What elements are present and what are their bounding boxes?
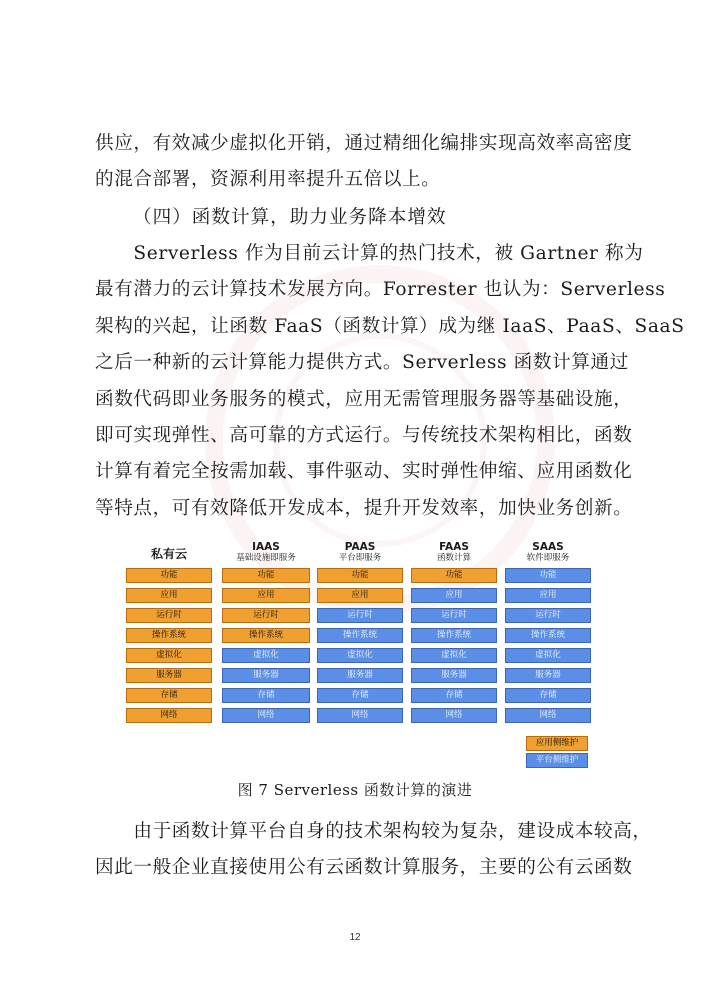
- faas-network-box: 网络: [411, 708, 497, 723]
- text-line: 之后一种新的云计算能力提供方式。Serverless 函数计算通过: [95, 352, 629, 374]
- faas-application-box: 应用: [411, 588, 497, 603]
- column-header-faas: [411, 542, 497, 563]
- column-header-saas: [505, 542, 591, 563]
- saas-application-box: 应用: [505, 588, 591, 603]
- iaas-os-box: 操作系统: [222, 628, 310, 643]
- faas-virtualization-box: 虚拟化: [411, 648, 497, 663]
- private-cloud-runtime-box: 运行时: [126, 608, 212, 623]
- faas-os-box: 操作系统: [411, 628, 497, 643]
- iaas-function-box: 功能: [222, 568, 310, 583]
- private-cloud-storage-box: 存储: [126, 688, 212, 703]
- text-line: 计算有着完全按需加载、事件驱动、实时弹性伸缩、应用函数化: [95, 461, 633, 483]
- paas-network-box: 网络: [317, 708, 403, 723]
- text-line: 由于函数计算平台自身的技术架构较为复杂，建设成本较高，: [95, 821, 652, 842]
- column-title: IAAS: [252, 541, 280, 553]
- paragraph-2: [95, 236, 685, 527]
- text-line: 的混合部署，资源利用率提升五倍以上。: [95, 169, 441, 191]
- text-line: 供应，有效减少虚拟化开销，通过精细化编排实现高效率高密度: [95, 133, 633, 154]
- iaas-virtualization-box: 虚拟化: [222, 648, 310, 663]
- column-title: FAAS: [439, 541, 469, 553]
- private-cloud-network-box: 网络: [126, 708, 212, 723]
- private-cloud-virtualization-box: 虚拟化: [126, 648, 212, 663]
- saas-runtime-box: 运行时: [505, 608, 591, 623]
- column-subtitle: 函数计算: [436, 553, 471, 563]
- column-header-paas: [317, 542, 403, 563]
- iaas-storage-box: 存储: [222, 688, 310, 703]
- saas-server-box: 服务器: [505, 668, 591, 683]
- iaas-server-box: 服务器: [222, 668, 310, 683]
- text-line: 等特点，可有效降低开发成本，提升开发效率，加快业务创新。: [95, 497, 633, 519]
- column-subtitle: 基础设施即服务: [236, 553, 296, 563]
- saas-function-box: 功能: [505, 568, 591, 583]
- iaas-network-box: 网络: [222, 708, 310, 723]
- column-title: PAAS: [344, 541, 376, 553]
- private-cloud-server-box: 服务器: [126, 668, 212, 683]
- faas-storage-box: 存储: [411, 688, 497, 703]
- iaas-application-box: 应用: [222, 588, 310, 603]
- paas-application-box: 应用: [317, 588, 403, 603]
- private-cloud-function-box: 功能: [126, 568, 212, 583]
- column-title: 私有云: [150, 547, 187, 561]
- paas-runtime-box: 运行时: [317, 608, 403, 623]
- column-header-private-cloud: [126, 544, 212, 564]
- legend-platform-side: 平台侧维护: [526, 753, 588, 768]
- column-subtitle: 软件即服务: [526, 553, 570, 563]
- saas-network-box: 网络: [505, 708, 591, 723]
- column-title: SAAS: [532, 541, 564, 553]
- paas-os-box: 操作系统: [317, 628, 403, 643]
- faas-function-box: 功能: [411, 568, 497, 583]
- paragraph-1: [95, 126, 633, 199]
- text-line: 架构的兴起，让函数 FaaS（函数计算）成为继 IaaS、PaaS、SaaS: [95, 315, 685, 337]
- figure-caption: 图 7 Serverless 函数计算的演进: [237, 781, 473, 799]
- text-line: 函数代码即业务服务的模式，应用无需管理服务器等基础设施，: [95, 388, 633, 410]
- saas-storage-box: 存储: [505, 688, 591, 703]
- text-line: 最有潜力的云计算技术发展方向。Forrester 也认为：Serverless: [95, 279, 666, 301]
- faas-runtime-box: 运行时: [411, 608, 497, 623]
- private-cloud-os-box: 操作系统: [126, 628, 212, 643]
- section-heading: （四）函数计算，助力业务降本增效: [133, 207, 447, 228]
- text-line: 即可实现弹性、高可靠的方式运行。与传统技术架构相比，函数: [95, 425, 633, 447]
- iaas-runtime-box: 运行时: [222, 608, 310, 623]
- column-subtitle: 平台即服务: [338, 553, 382, 563]
- paragraph-3: [95, 814, 652, 887]
- serverless-evolution-diagram: [126, 538, 591, 770]
- saas-os-box: 操作系统: [505, 628, 591, 643]
- private-cloud-application-box: 应用: [126, 588, 212, 603]
- text-line: Serverless 作为目前云计算的热门技术，被 Gartner 称为: [95, 243, 644, 264]
- text-line: 因此一般企业直接使用公有云函数计算服务，主要的公有云函数: [95, 857, 633, 879]
- saas-virtualization-box: 虚拟化: [505, 648, 591, 663]
- page-number: 12: [349, 932, 361, 943]
- paas-storage-box: 存储: [317, 688, 403, 703]
- paas-server-box: 服务器: [317, 668, 403, 683]
- paas-virtualization-box: 虚拟化: [317, 648, 403, 663]
- legend-app-side: 应用侧维护: [526, 736, 588, 751]
- faas-server-box: 服务器: [411, 668, 497, 683]
- paas-function-box: 功能: [317, 568, 403, 583]
- column-header-iaas: [222, 542, 310, 563]
